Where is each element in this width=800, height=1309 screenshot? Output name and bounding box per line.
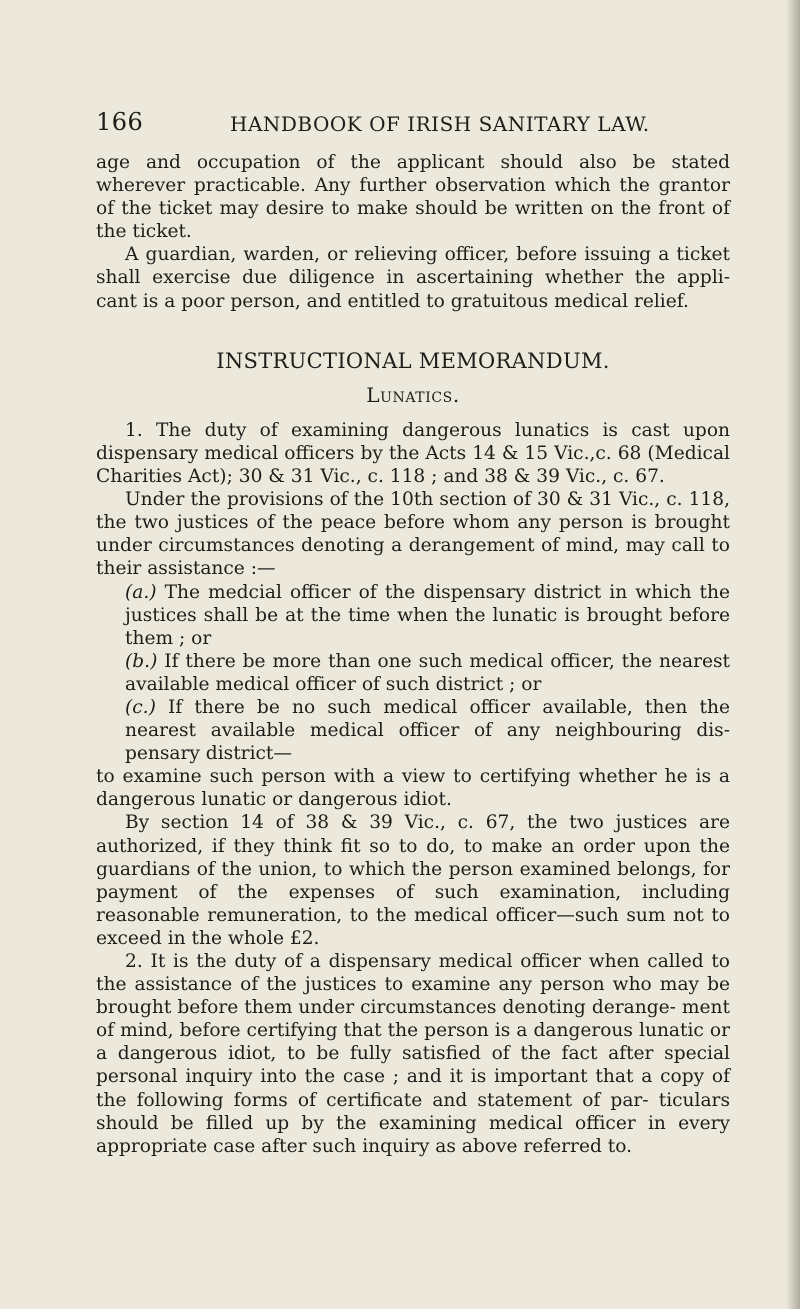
- paragraph: 2. It is the duty of a dispensary medical officer when called to the assistance of the justices to examine any person who may be brought before them under circumstances denoting derange- ment of mind, before certifying that the person is a dangerous lunatic or a dangerous idiot, to be fully satisfied of the fact after special personal inquiry into the case ; and it is important that a copy of the following forms of certificate and statement of par- ticulars should be filled up by the examining medical officer in every appropriate case after such inquiry as above referred to.: [96, 951, 730, 1157]
- list-label: (b.): [125, 650, 158, 672]
- list-label: (c.): [125, 696, 156, 718]
- paragraph: Under the provisions of the 10th section of 30 & 31 Vic., c. 118, the two justices of the peace before whom any person is brought under circumstances denoting a derangement of mind, may call to their assistance :—: [96, 489, 730, 580]
- paragraph: 1. The duty of examining dangerous lunatics is cast upon dispensary medical officers by the Acts 14 & 15 Vic.,c. 68 (Medical Charities Act); 30 & 31 Vic., c. 118 ; and 38 & 39 Vic., c. 67.: [96, 419, 730, 488]
- section-subheading: Lunatics.: [366, 382, 460, 407]
- list-text: If there be no such medical officer available, then the nearest available medical officer of any neighbouring dis- pensary district—: [125, 696, 730, 765]
- paragraph: By section 14 of 38 & 39 Vic., c. 67, the two justices are authorized, if they think fit so to do, to make an order upon the guardians of the union, to which the person examined belongs, for payment of the expenses of such examination, including reasonable remuneration, to the medical officer—such sum not to exceed in the whole £2.: [96, 812, 730, 949]
- paragraph: to examine such person with a view to certifying whether he is a dangerous lunatic or dangerous idiot.: [96, 766, 730, 811]
- paragraph: A guardian, warden, or relieving officer, before issuing a ticket shall exercise due diligence in ascertaining whether the appli- cant is a poor person, and entitled to gratuitous medical relief.: [96, 244, 730, 312]
- paragraph: age and occupation of the applicant should also be stated wherever practicable. Any further observation which the grantor of the ticket may desire to make should be written on the front of the ticket.: [96, 152, 730, 243]
- list-item-a: [96, 581, 730, 650]
- page-body: [96, 151, 730, 1158]
- page-edge-shadow: [786, 0, 800, 1309]
- list-text: If there be more than one such medical officer, the nearest available medical officer of such district ; or: [125, 650, 730, 695]
- page-number: 166: [96, 108, 144, 136]
- list-label: (a.): [125, 581, 157, 603]
- list-item-c: [96, 696, 730, 765]
- list-text: The medcial officer of the dispensary district in which the justices shall be at the time when the lunatic is brought before them ; or: [125, 581, 730, 649]
- section-heading: INSTRUCTIONAL MEMORANDUM.: [216, 348, 610, 373]
- running-title: HANDBOOK OF IRISH SANITARY LAW.: [230, 112, 650, 136]
- list-item-b: [96, 650, 730, 696]
